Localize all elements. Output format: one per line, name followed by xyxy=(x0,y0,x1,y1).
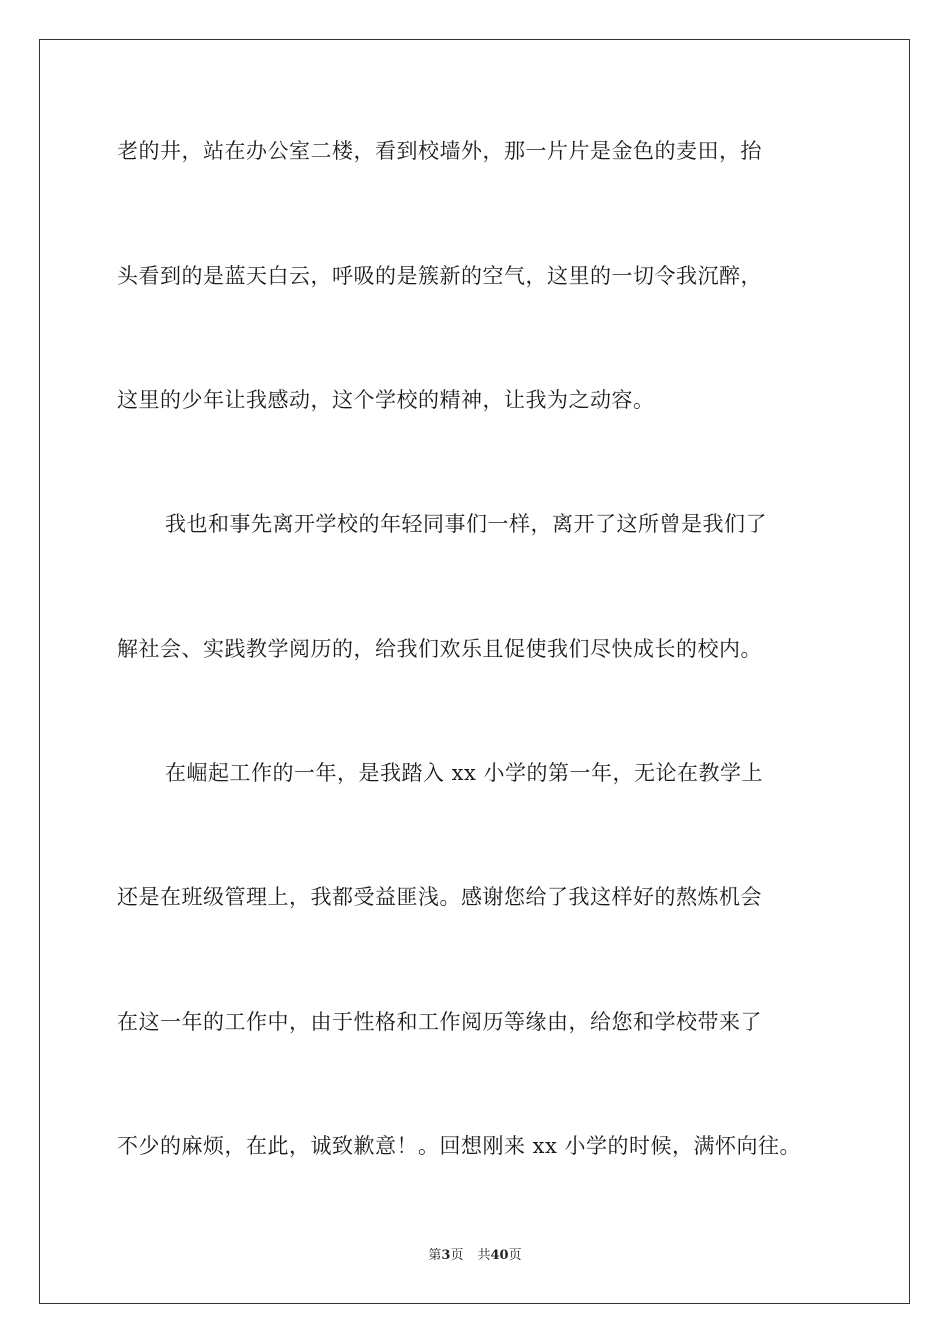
text-line: 这里的少年让我感动，这个学校的精神，让我为之动容。 xyxy=(117,388,655,412)
text-line: 不少的麻烦，在此，诚致歉意！。回想刚来 xx 小学的时候，满怀向往。 xyxy=(117,1134,802,1158)
text-line: 在这一年的工作中，由于性格和工作阅历等缘由，给您和学校带来了 xyxy=(117,1010,762,1034)
paragraph-start-line: 我也和事先离开学校的年轻同事们一样，离开了这所曾是我们了 xyxy=(165,512,767,536)
page-frame xyxy=(39,39,910,1304)
text-line: 解社会、实践教学阅历的，给我们欢乐且促使我们尽快成长的校内。 xyxy=(117,637,762,661)
total-pages: 40 xyxy=(490,1248,509,1263)
total-suffix: 页 xyxy=(508,1248,522,1263)
page-footer xyxy=(0,1247,950,1265)
total-prefix: 共 xyxy=(477,1248,491,1263)
text-line: 还是在班级管理上，我都受益匪浅。感谢您给了我这样好的熬炼机会 xyxy=(117,885,762,909)
text-line: 老的井，站在办公室二楼，看到校墙外，那一片片是金色的麦田，抬 xyxy=(117,139,762,163)
page-number: 3 xyxy=(441,1248,451,1263)
paragraph-start-line: 在崛起工作的一年，是我踏入 xx 小学的第一年，无论在教学上 xyxy=(165,761,764,785)
text-line: 头看到的是蓝天白云，呼吸的是簇新的空气，这里的一切令我沉醉， xyxy=(117,264,762,288)
page-suffix: 页 xyxy=(450,1248,464,1263)
page-prefix: 第 xyxy=(428,1248,442,1263)
